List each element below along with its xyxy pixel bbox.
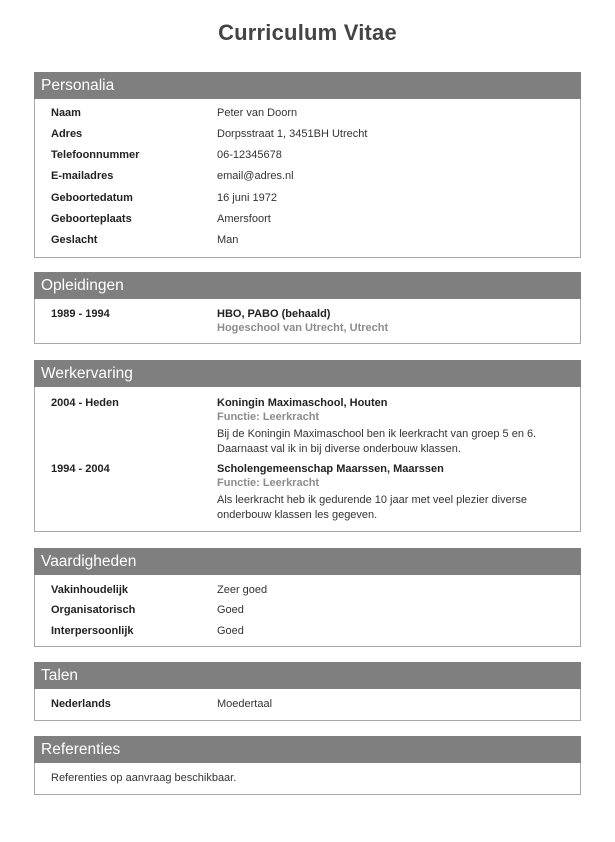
- field-label: E-mailadres: [51, 170, 114, 182]
- section-talen: [34, 662, 581, 721]
- section-heading: Werkervaring: [34, 360, 581, 387]
- field-value: Peter van Doorn: [217, 107, 298, 119]
- page-title: Curriculum Vitae: [218, 20, 397, 45]
- entry-subtitle: Functie: Leerkracht: [217, 411, 320, 423]
- field-value: email@adres.nl: [217, 170, 294, 182]
- section-opleidingen: [34, 272, 581, 344]
- references-text: Referenties op aanvraag beschikbaar.: [51, 772, 237, 784]
- section-heading: Personalia: [34, 72, 581, 99]
- entry-title: Scholengemeenschap Maarssen, Maarssen: [217, 463, 444, 475]
- field-value: 06-12345678: [217, 149, 282, 161]
- field-label: Geboortedatum: [51, 192, 133, 204]
- field-value: Dorpsstraat 1, 3451BH Utrecht: [217, 128, 368, 140]
- field-label: Geslacht: [51, 234, 98, 246]
- skill-label: Vakinhoudelijk: [51, 584, 129, 596]
- skill-label: Organisatorisch: [51, 604, 136, 616]
- skill-value: Zeer goed: [217, 584, 268, 596]
- entry-period: 1994 - 2004: [51, 463, 110, 475]
- field-value: Amersfoort: [217, 213, 271, 225]
- skill-value: Goed: [217, 625, 244, 637]
- section-personalia: [34, 72, 581, 258]
- section-vaardigheden: [34, 548, 581, 647]
- section-werkervaring: [34, 360, 581, 532]
- section-referenties: [34, 736, 581, 795]
- section-heading: Referenties: [34, 736, 581, 763]
- field-label: Adres: [51, 128, 83, 140]
- field-label: Naam: [51, 107, 81, 119]
- entry-description: Als leerkracht heb ik gedurende 10 jaar met veel plezier diverse onderbouw klassen les gegeven.: [217, 494, 527, 521]
- entry-subtitle: Hogeschool van Utrecht, Utrecht: [217, 322, 389, 334]
- language-level: Moedertaal: [217, 698, 273, 710]
- skill-value: Goed: [217, 604, 244, 616]
- language-label: Nederlands: [51, 698, 111, 710]
- entry-period: 2004 - Heden: [51, 397, 119, 409]
- field-value: 16 juni 1972: [217, 192, 277, 204]
- field-label: Geboorteplaats: [51, 213, 132, 225]
- section-heading: Talen: [34, 662, 581, 689]
- section-heading: Opleidingen: [34, 272, 581, 299]
- field-label: Telefoonnummer: [51, 149, 140, 161]
- entry-period: 1989 - 1994: [51, 308, 110, 320]
- entry-title: Koningin Maximaschool, Houten: [217, 397, 388, 409]
- entry-title: HBO, PABO (behaald): [217, 308, 331, 320]
- skill-label: Interpersoonlijk: [51, 625, 134, 637]
- section-heading: Vaardigheden: [34, 548, 581, 575]
- entry-subtitle: Functie: Leerkracht: [217, 477, 320, 489]
- field-value: Man: [217, 234, 239, 246]
- entry-description: Bij de Koningin Maximaschool ben ik leerkracht van groep 5 en 6. Daarnaast val ik in bij diverse onderbouw klassen.: [217, 428, 537, 455]
